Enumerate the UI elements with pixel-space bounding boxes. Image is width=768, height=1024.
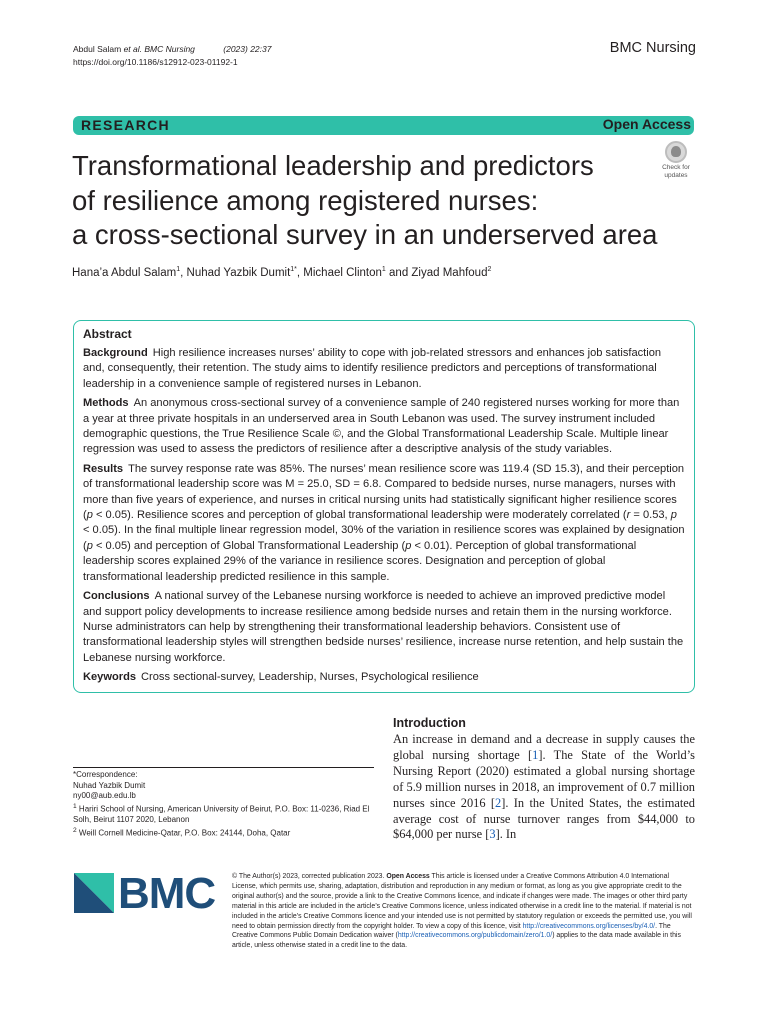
bmc-logo (74, 869, 219, 918)
author-list: Hana’a Abdul Salam$^1$, Nuhad Yazbik Dumit$^{1*}$, Michael Clinton$^1$ and Ziyad Mahfoud$^2$ (72, 266, 492, 279)
article-title (72, 149, 662, 253)
author-name: Nuhad Yazbik Dumit (186, 266, 291, 279)
correspondence-email[interactable]: ny00@aub.edu.lb (73, 791, 136, 801)
title-line: of resilience among registered nurses: (72, 184, 539, 216)
crossmark-icon (665, 141, 687, 163)
article-type-banner (73, 116, 694, 135)
license-link[interactable]: http://creativecommons.org/licenses/by/4.0/ (522, 922, 656, 930)
abstract-heading: Abstract (83, 327, 132, 341)
correspondence-label: *Correspondence: (73, 770, 138, 779)
author-name: Michael Clinton (303, 266, 382, 279)
journal-name: BMC Nursing (609, 40, 696, 56)
bmc-logo-text: BMC (118, 869, 216, 918)
author-name: Ziyad Mahfoud (411, 266, 488, 279)
abstract-conclusions: Conclusions A national survey of the Lebanese nursing workforce is needed to achieve an improved predictive model and support policy developments to increase resilience among bedside nurses and retain them in the nursing workforce. Nurse administrators can help by strengthening their transformational leadership behaviors. Consistent use of transformational leadership styles will strengthen bedside nurses’ resilience, increase nurse retention, and help sustain the Lebanese nursing workforce. (83, 590, 684, 664)
doi-link[interactable]: https://doi.org/10.1186/s12912-023-01192-1 (73, 56, 238, 67)
correspondence-name: Nuhad Yazbik Dumit (73, 780, 146, 790)
abstract-results: Results The survey response rate was 85%. The nurses’ mean resilience score was 119.4 (SD 15.3), and their perception of transformational leadership score was M = 25.0, SD = 6.8. Compared to bedside nurses, nurse managers, nurses with more than five years of experience, and nurses in critical nursing units had statistically significant higher resilience scores (p < 0.05). Resilience scores and perception of global transformational leadership were moderately correlated (r = 0.53, p < 0.05). In the final multiple linear regression model, 30% of the variation in resilience scores was explained by designation (p < 0.05) and perception of Global Transformational Leadership (p < 0.01). Perception of global transformational leadership scores explained 29% of the variance in resilience scores. Designation and perception of global transformational leadership predicted resilience in this sample. (83, 462, 685, 583)
title-line: Transformational leadership and predictors (72, 150, 594, 181)
correspondence-footnote (73, 767, 374, 840)
abstract-keywords: Keywords Cross sectional-survey, Leadership, Nurses, Psychological resilience (83, 671, 479, 684)
reference-link[interactable]: 2 (495, 795, 502, 810)
affiliation-2: $^2$ Weill Cornell Medicine-Qatar, P.O. Box: 24144, Doha, Qatar (73, 827, 291, 838)
header-year-page: (2023) 22:37 (223, 44, 272, 54)
bmc-logo-mark-icon (74, 873, 114, 913)
check-for-updates-button[interactable] (656, 141, 696, 179)
affiliation-1: $^1$ Hariri School of Nursing, American University of Beirut, P.O. Box: 11-0236, Riad El Solh, Beirut 1107 2020, Lebanon (73, 803, 370, 825)
introduction-heading: Introduction (393, 716, 466, 730)
author-name: Hana’a Abdul Salam (72, 266, 177, 279)
running-header (73, 43, 271, 68)
crossmark-label: Check for updates (662, 164, 690, 179)
reference-link[interactable]: 1 (532, 747, 539, 762)
abstract-box (73, 320, 695, 693)
introduction-paragraph: An increase in demand and a decrease in supply causes the global nursing shortage [1]. The State of the World’s Nursing Report (2020) estimated a global nursing shortage of 5.9 million nurses in 2018, an improvement of 0.7 million nurses since 2016 [2]. In the United States, the estimated average cost of nurse turnover ranges from $44,000 to $64,000 per nurse [3]. In (393, 732, 695, 842)
citation-line (73, 43, 271, 56)
header-authors: Abdul Salam (73, 44, 122, 54)
title-line: a cross-sectional survey in an underserved area (72, 219, 658, 250)
article-type-label: RESEARCH (81, 117, 170, 133)
open-access-label: Open Access (602, 116, 691, 132)
license-statement: © The Author(s) 2023, corrected publication 2023. Open Access This article is licensed under a Creative Commons Attribution 4.0 International License, which permits use, sharing, adaptation, distribution and reproduction in any medium or format, as long as you give appropriate credit to the original author(s) and the source, provide a link to the Creative Commons licence, and indicate if changes were made. The images or other third party material in this article are included in the article’s Creative Commons licence, unless indicated otherwise in a credit line to the material. If material is not included in the article’s Creative Commons licence and your intended use is not permitted by statutory regulation or exceeds the permitted use, you will need to obtain permission directly from the copyright holder. To view a copy of this licence, visit http://creativecommons.org/licenses/by/4.0/. The Creative Commons Public Domain Dedication waiver (http://creativecommons.org/publicdomain/zero/1.0/) applies to the data made available in this article, unless otherwise stated in a credit line to the data. (232, 873, 692, 950)
public-domain-link[interactable]: http://creativecommons.org/publicdomain/zero/1.0/ (397, 932, 553, 940)
abstract-methods: Methods An anonymous cross-sectional survey of a convenience sample of 240 registered nurses working for more than a year at three private hospitals in an underserved area in South Lebanon was used. The survey instrument included demographic questions, the True Resilience Scale ©, and the Global Transformational Leadership Scale. Multiple linear regression was used to assess the predictors of resilience after a descriptive analysis of the study variables. (83, 397, 680, 456)
header-journal: et al. BMC Nursing (123, 44, 195, 54)
reference-link[interactable]: 3 (489, 827, 496, 842)
abstract-background: Background High resilience increases nurses’ ability to cope with job-related stressors and enhances job satisfaction and, consequently, their retention. The study aims to identify resilience predictors and perceptions of transformational leadership in a convenience sample of registered nurses in Lebanon. (83, 347, 662, 390)
